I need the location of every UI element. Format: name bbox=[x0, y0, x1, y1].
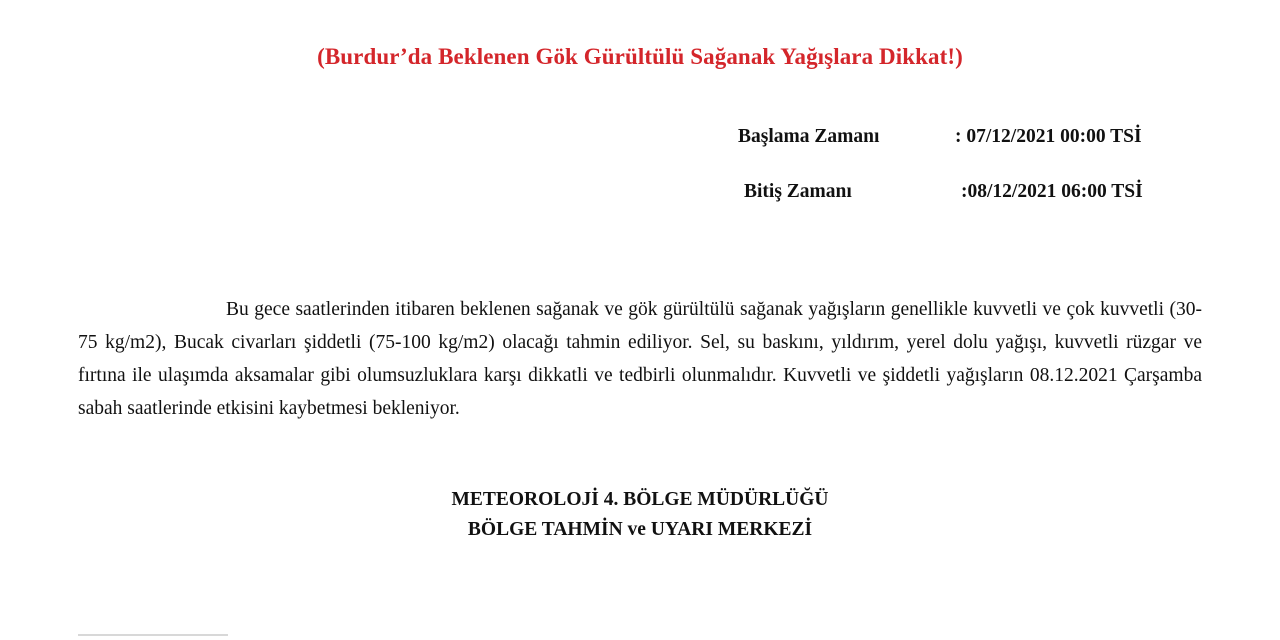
signature-block bbox=[0, 485, 1280, 545]
signature-line-directorate: METEOROLOJİ 4. BÖLGE MÜDÜRLÜĞÜ bbox=[451, 489, 829, 510]
end-time-value: :08/12/2021 06:00 TSİ bbox=[961, 181, 1143, 202]
start-time-value: : 07/12/2021 00:00 TSİ bbox=[955, 126, 1142, 147]
document-title: (Burdur’da Beklenen Gök Gürültülü Sağanak Yağışlara Dikkat!) bbox=[317, 44, 963, 69]
start-time-label: Başlama Zamanı bbox=[738, 126, 880, 147]
warning-body-paragraph: Bu gece saatlerinden itibaren beklenen sağanak ve gök gürültülü sağanak yağışların genellikle kuvvetli ve çok kuvvetli (30-75 kg/m2), Bucak civarları şiddetli (75-100 kg/m2) olacağı tahmin ediliyor. Sel, su baskını, yıldırım, yerel dolu yağışı, kuvvetli rüzgar ve fırtına ile ulaşımda aksamalar gibi olumsuzluklara karşı dikkatli ve tedbirli olunmalıdır. Kuvvetli ve şiddetli yağışların 08.12.2021 Çarşamba sabah saatlerinde etkisini kaybetmesi bekleniyor. bbox=[78, 299, 1202, 419]
end-time-label: Bitiş Zamanı bbox=[744, 181, 852, 202]
signature-line-center: BÖLGE TAHMİN ve UYARI MERKEZİ bbox=[467, 519, 813, 540]
page-edge-mark bbox=[78, 634, 228, 636]
end-time-row bbox=[0, 181, 1280, 207]
start-time-row bbox=[0, 126, 1280, 152]
